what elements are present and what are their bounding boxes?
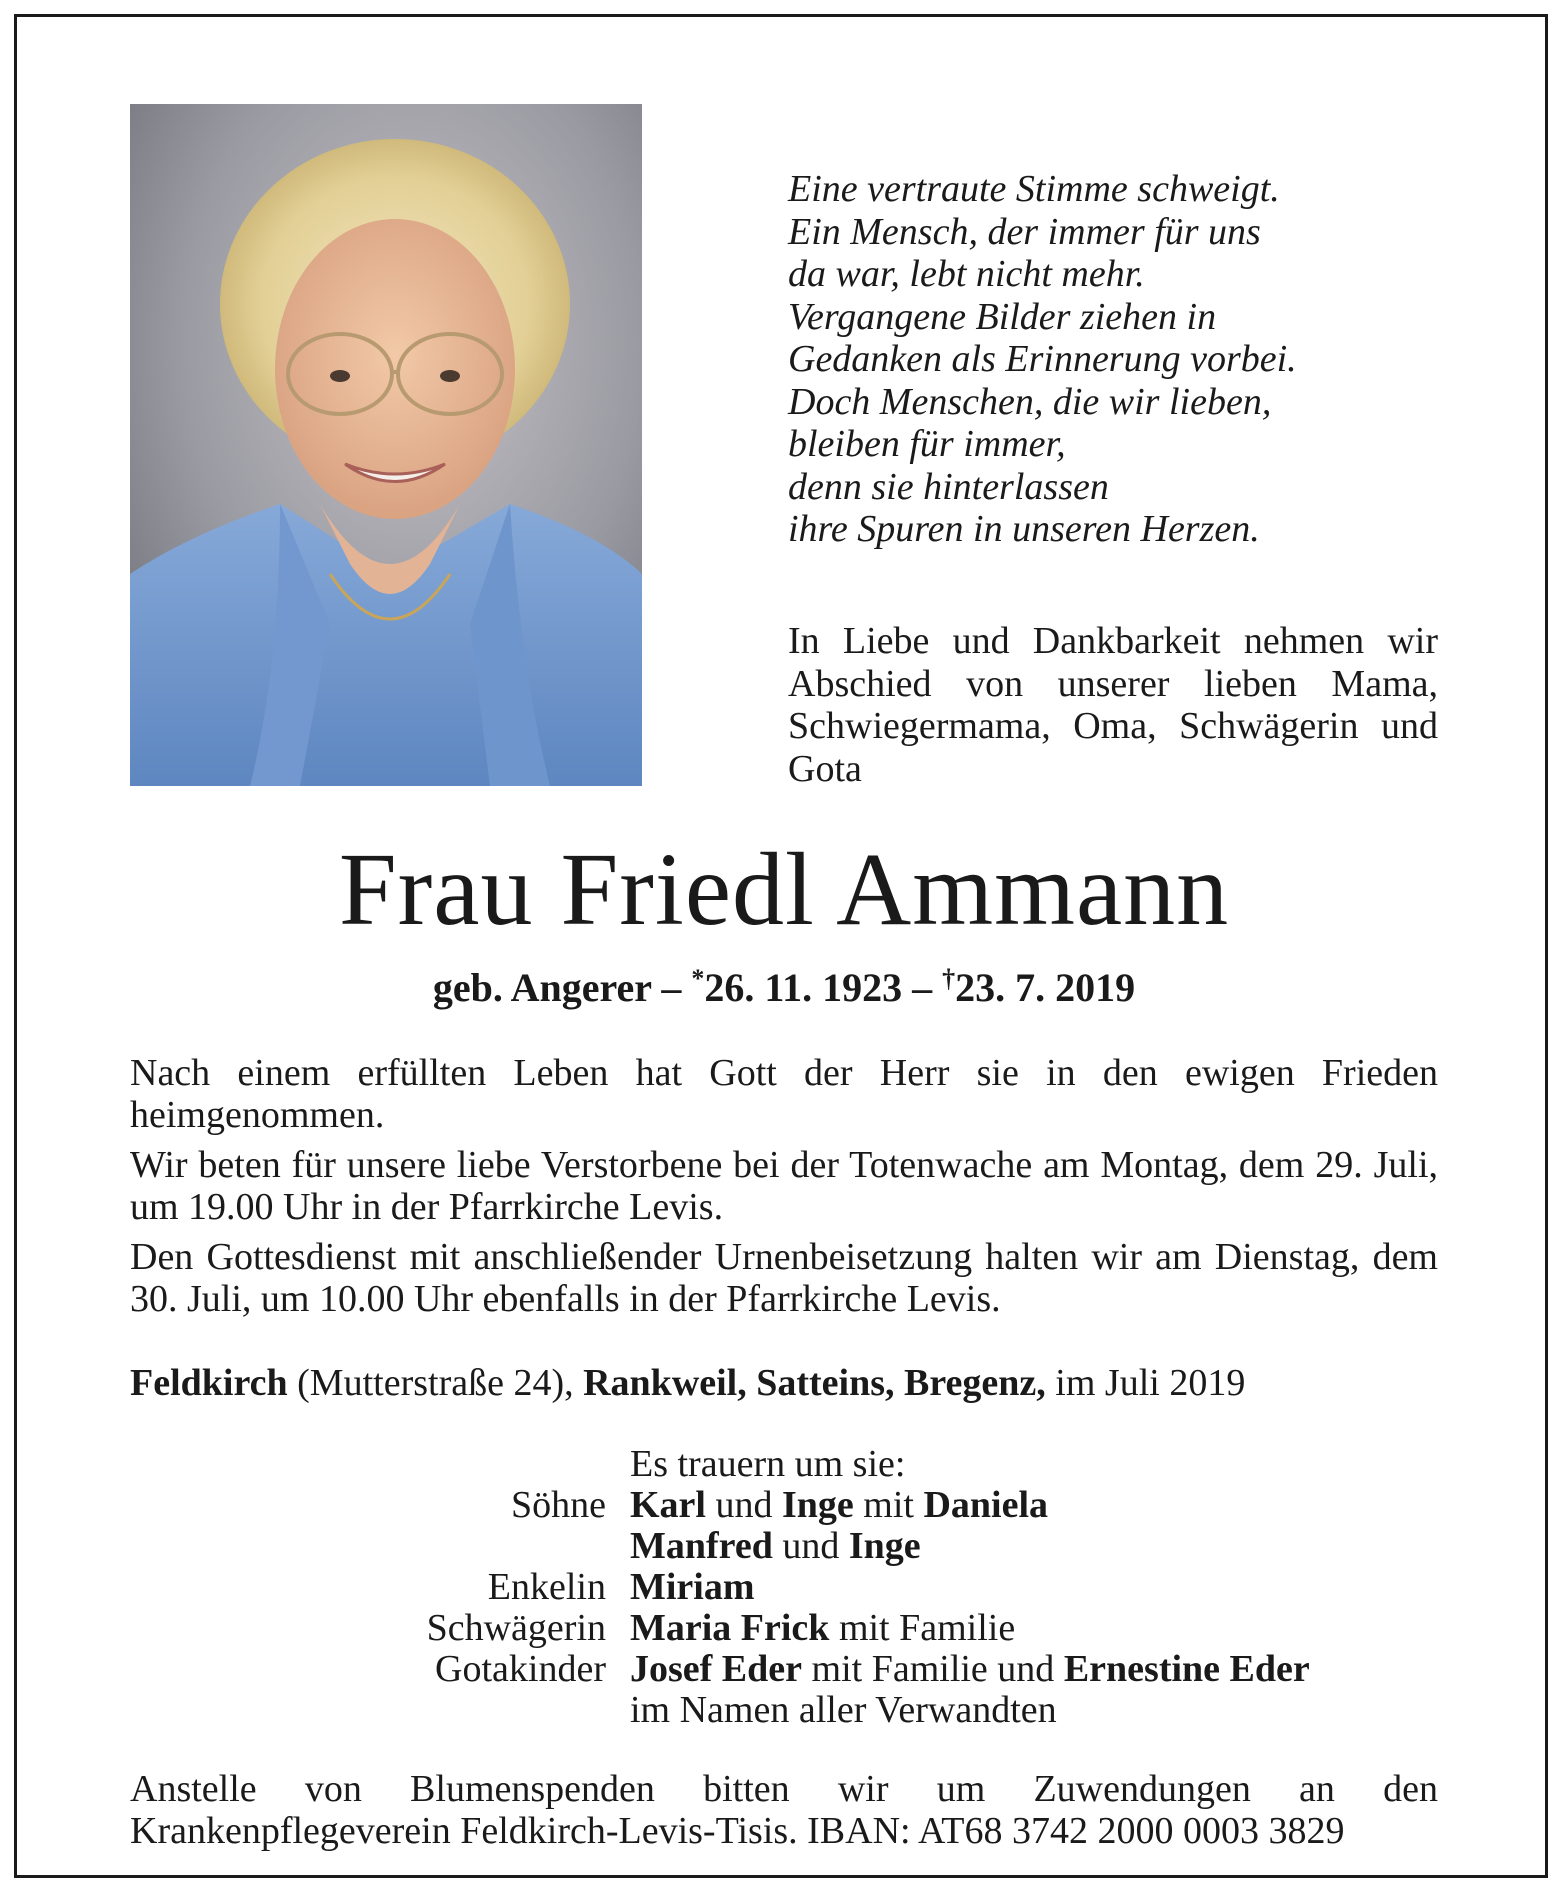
poem-line: bleiben für immer,: [788, 423, 1066, 465]
mourner-name: Daniela: [923, 1484, 1049, 1526]
paragraph-service: Den Gottesdienst mit anschließender Urnenbeisetzung halten wir am Dienstag, dem 30. Juli, um 10.00 Uhr ebenfalls in der Pfarrkirche Levis.: [130, 1236, 1438, 1320]
connector-text: mit: [853, 1484, 924, 1526]
portrait-photo: [130, 104, 642, 786]
relation-label: Enkelin: [487, 1566, 606, 1608]
relation-label: Schwägerin: [426, 1607, 606, 1649]
intro-text: In Liebe und Dankbarkeit nehmen wir Abschied von unserer lieben Mama, Schwiegermama, Oma, Schwägerin und Gota: [788, 620, 1438, 790]
mourner-name: Manfred: [630, 1525, 773, 1567]
poem-line: Eine vertraute Stimme schweigt.: [788, 168, 1280, 210]
relation-label: [300, 1526, 630, 1567]
death-symbol: †: [942, 964, 956, 993]
place-others: Rankweil, Satteins, Bregenz,: [583, 1362, 1046, 1404]
mourner-names: [630, 1485, 1448, 1526]
separator: –: [912, 965, 933, 1010]
birth-date: 26. 11. 1923: [704, 965, 903, 1010]
mourner-names: [630, 1649, 1448, 1690]
connector-text: mit Familie und: [802, 1648, 1064, 1690]
mourner-name: Inge: [848, 1525, 921, 1567]
separator: –: [661, 965, 682, 1010]
mourners-heading-row: [300, 1444, 1448, 1485]
mourner-name: Maria Frick: [630, 1607, 830, 1649]
birth-name: geb. Angerer: [432, 965, 652, 1010]
mourner-name: Josef Eder: [630, 1648, 803, 1690]
mourners-heading: Es trauern um sie:: [630, 1443, 906, 1485]
poem-line: da war, lebt nicht mehr.: [788, 253, 1145, 295]
life-dates: [0, 954, 1568, 1013]
mourner-name: Karl: [630, 1484, 706, 1526]
relation-label: [300, 1690, 630, 1731]
birth-symbol: *: [691, 964, 705, 993]
mourner-names: [630, 1526, 1448, 1567]
mourner-name: Ernestine Eder: [1063, 1648, 1310, 1690]
mourner-names: [630, 1690, 1448, 1731]
place-date: im Juli 2019: [1055, 1362, 1246, 1404]
memorial-poem: [788, 168, 1448, 551]
place-address: (Mutterstraße 24),: [297, 1362, 574, 1404]
mourner-row: [300, 1567, 1448, 1608]
paragraph-vigil: Wir beten für unsere liebe Verstorbene bei der Totenwache am Montag, dem 29. Juli, um 19.00 Uhr in der Pfarrkirche Levis.: [130, 1144, 1438, 1228]
mourner-names: [630, 1567, 1448, 1608]
poem-line: Ein Mensch, der immer für uns: [788, 210, 1261, 253]
mourner-names: [630, 1608, 1448, 1649]
poem-line: ihre Spuren in unseren Herzen.: [788, 508, 1260, 550]
connector-text: und: [772, 1525, 849, 1567]
mourner-name: Inge: [781, 1484, 854, 1526]
deceased-name: Frau Friedl Ammann: [338, 832, 1230, 947]
poem-line: denn sie hinterlassen: [788, 465, 1109, 508]
connector-text: und: [705, 1484, 782, 1526]
mourner-name: Miriam: [630, 1566, 755, 1608]
connector-text: im Namen aller Verwandten: [630, 1689, 1057, 1731]
place-date-line: [130, 1362, 1438, 1404]
mourner-row: [300, 1608, 1448, 1649]
paragraph-passing: Nach einem erfüllten Leben hat Gott der Herr sie in den ewigen Frieden heimgenommen.: [130, 1052, 1438, 1136]
announcement-text: [130, 1052, 1438, 1328]
place-city: Feldkirch: [130, 1362, 288, 1404]
mourner-row: [300, 1649, 1448, 1690]
connector-text: mit Familie: [829, 1607, 1016, 1649]
mourner-row: [300, 1690, 1448, 1731]
poem-line: Gedanken als Erinnerung vorbei.: [788, 338, 1297, 380]
mourner-row: [300, 1526, 1448, 1567]
donation-note: Anstelle von Blumenspenden bitten wir um Zuwendungen an den Krankenpflegeverein Feldkirch-Levis-Tisis. IBAN: AT68 3742 2000 0003 3829: [130, 1768, 1438, 1852]
death-date: 23. 7. 2019: [955, 965, 1136, 1010]
mourners-list: [300, 1444, 1448, 1731]
relation-label: Söhne: [511, 1484, 606, 1526]
poem-line: Doch Menschen, die wir lieben,: [788, 380, 1272, 423]
relation-label: Gotakinder: [435, 1648, 606, 1690]
mourner-row: [300, 1485, 1448, 1526]
poem-line: Vergangene Bilder ziehen in: [788, 295, 1217, 338]
